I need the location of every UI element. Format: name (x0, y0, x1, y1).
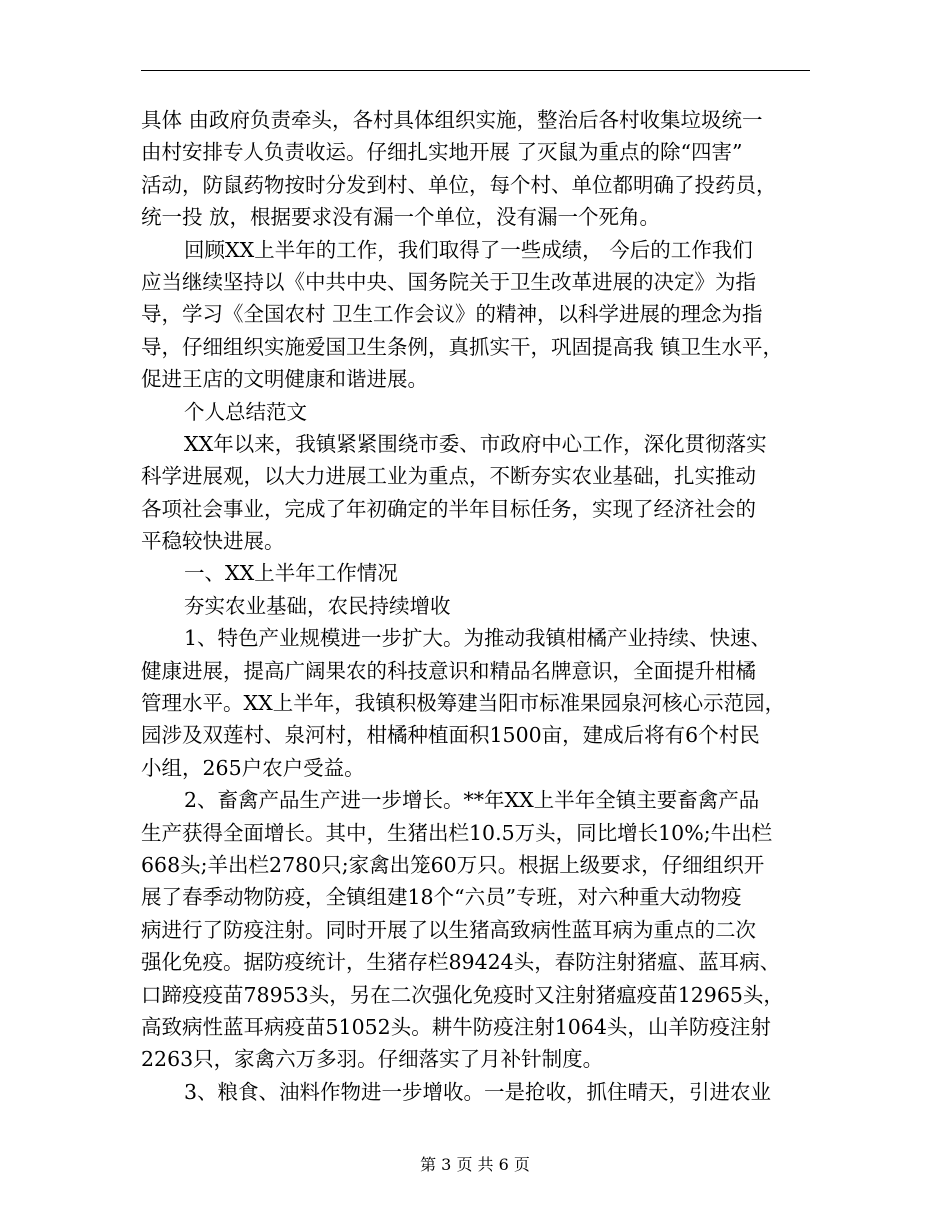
text-line: 各项社会事业，完成了年初确定的半年目标任务，实现了经济社会的 (141, 496, 756, 521)
text-line: 668头;羊出栏2780只;家禽出笼60万只。根据上级要求，仔细组织开 (141, 852, 765, 877)
text-line: 口蹄疫疫苗78953头，另在二次强化免疫时又注射猪瘟疫苗12965头， (141, 982, 784, 1007)
text-line: 活动，防鼠药物按时分发到村、单位，每个村、单位都明确了投药员， (141, 172, 777, 197)
text-line: 强化免疫。据防疫统计，生猪存栏89424头，春防注射猪瘟、蓝耳病、 (141, 950, 781, 975)
text-line: 回顾XX上半年的工作，我们取得了一些成绩， 今后的工作我们 (184, 237, 753, 262)
text-line: 2263只，家禽六万多羽。仔细落实了月补针制度。 (141, 1047, 604, 1072)
text-line: 具体 由政府负责牵头，各村具体组织实施，整治后各村收集垃圾统一 (141, 108, 763, 132)
page-footer: 第 3 页 共 6 页 (420, 1155, 530, 1174)
header-rule (141, 70, 810, 71)
text-line: 统一投 放，根据要求没有漏一个单位，没有漏一个死角。 (141, 205, 661, 230)
text-line: 园涉及双莲村、泉河村，柑橘种植面积1500亩，建成后将有6个村民 (141, 723, 760, 748)
text-line: 健康进展，提高广阔果农的科技意识和精品名牌意识，全面提升柑橘 (141, 658, 756, 683)
text-line: 由村安排专人负责收运。仔细扎实地开展 了灭鼠为重点的除“四害” (141, 140, 743, 165)
text-line: 高致病性蓝耳病疫苗51052头。耕牛防疫注射1064头，山羊防疫注射 (141, 1014, 771, 1039)
text-line: 小组，265户农户受益。 (141, 755, 365, 780)
document-body (141, 104, 813, 1108)
text-line: 促进王店的文明健康和谐进展。 (141, 367, 428, 392)
text-line: 2、畜禽产品生产进一步增长。**年XX上半年全镇主要畜禽产品 (184, 788, 760, 813)
text-line: 病进行了防疫注射。同时开展了以生猪高致病性蓝耳病为重点的二次 (141, 917, 756, 942)
text-line: 1、特色产业规模进一步扩大。为推动我镇柑橘产业持续、快速、 (184, 626, 772, 651)
text-line: 生产获得全面增长。其中，生猪出栏10.5万头，同比增长10%;牛出栏 (141, 820, 773, 845)
text-line: 展了春季动物防疫，全镇组建18个“六员”专班，对六种重大动物疫 (141, 885, 742, 910)
text-line: 一、XX上半年工作情况 (184, 561, 398, 586)
text-line: 科学进展观，以大力进展工业为重点，不断夯实农业基础，扎实推动 (141, 464, 756, 489)
text-line: 个人总结范文 (184, 399, 307, 424)
text-line: 导，学习《全国农村 卫生工作会议》的精神，以科学进展的理念为指 (141, 302, 763, 327)
text-line: 平稳较快进展。 (141, 529, 285, 554)
text-line: 3、粮食、油料作物进一步增收。一是抢收，抓住晴天，引进农业 (184, 1079, 772, 1104)
text-line: 夯实农业基础，农民持续增收 (184, 593, 451, 618)
text-line: 导，仔细组织实施爱国卫生条例，真抓实干，巩固提高我 镇卫生水平， (141, 334, 784, 359)
text-line: 管理水平。XX上半年，我镇积极筹建当阳市标准果园泉河核心示范园， (141, 691, 786, 716)
text-line: XX年以来，我镇紧紧围绕市委、市政府中心工作，深化贯彻落实 (184, 431, 767, 456)
text-line: 应当继续坚持以《中共中央、国务院关于卫生改革进展的决定》为指 (141, 269, 756, 294)
